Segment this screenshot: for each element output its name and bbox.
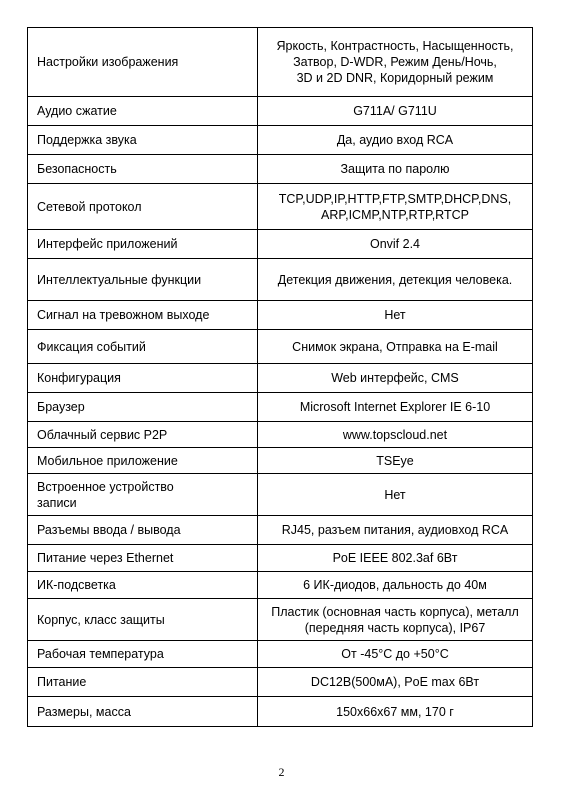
- spec-label: Безопасность: [28, 155, 258, 184]
- spec-value: PoE IEEE 802.3af 6Вт: [258, 545, 533, 572]
- spec-label: Встроенное устройство записи: [28, 474, 258, 516]
- spec-value: Детекция движения, детекция человека.: [258, 259, 533, 301]
- table-row: [28, 301, 533, 330]
- table-row: [28, 97, 533, 126]
- table-row: [28, 393, 533, 422]
- spec-label: Разъемы ввода / вывода: [28, 516, 258, 545]
- spec-value: Нет: [258, 474, 533, 516]
- table-row: [28, 668, 533, 697]
- table-row: [28, 364, 533, 393]
- page-number: 2: [278, 765, 285, 779]
- spec-label: Аудио сжатие: [28, 97, 258, 126]
- table-row: [28, 184, 533, 230]
- table-row: [28, 28, 533, 97]
- table-row: [28, 126, 533, 155]
- spec-value: TCP,UDP,IP,HTTP,FTP,SMTP,DHCP,DNS, ARP,ICMP,NTP,RTP,RTCP: [258, 184, 533, 230]
- table-row: [28, 697, 533, 727]
- table-row: [28, 599, 533, 641]
- specification-table: [27, 27, 533, 727]
- spec-value: Пластик (основная часть корпуса), металл (передняя часть корпуса), IP67: [258, 599, 533, 641]
- spec-label: Размеры, масса: [28, 697, 258, 727]
- spec-label: Рабочая температура: [28, 641, 258, 668]
- spec-value: RJ45, разъем питания, аудиовход RCA: [258, 516, 533, 545]
- table-row: [28, 330, 533, 364]
- spec-label: Конфигурация: [28, 364, 258, 393]
- table-row: [28, 474, 533, 516]
- spec-value: Защита по паролю: [258, 155, 533, 184]
- table-row: [28, 545, 533, 572]
- table-row: [28, 422, 533, 448]
- spec-label: Питание: [28, 668, 258, 697]
- spec-label: Интеллектуальные функции: [28, 259, 258, 301]
- table-row: [28, 572, 533, 599]
- table-row: [28, 641, 533, 668]
- table-row: [28, 155, 533, 184]
- spec-value: Web интерфейс, CMS: [258, 364, 533, 393]
- spec-value: Яркость, Контрастность, Насыщенность, Затвор, D-WDR, Режим День/Ночь, 3D и 2D DNR, Коридорный режим: [258, 28, 533, 97]
- spec-value: Onvif 2.4: [258, 230, 533, 259]
- spec-label: ИК-подсветка: [28, 572, 258, 599]
- spec-value: G711A/ G711U: [258, 97, 533, 126]
- spec-label: Мобильное приложение: [28, 448, 258, 474]
- spec-label: Поддержка звука: [28, 126, 258, 155]
- spec-label: Интерфейс приложений: [28, 230, 258, 259]
- spec-value: Microsoft Internet Explorer IE 6-10: [258, 393, 533, 422]
- spec-label: Облачный сервис P2P: [28, 422, 258, 448]
- spec-value: 150х66х67 мм, 170 г: [258, 697, 533, 727]
- spec-value: Снимок экрана, Отправка на E-mail: [258, 330, 533, 364]
- spec-value: Да, аудио вход RCA: [258, 126, 533, 155]
- spec-value: Нет: [258, 301, 533, 330]
- spec-label: Фиксация событий: [28, 330, 258, 364]
- spec-value: www.topscloud.net: [258, 422, 533, 448]
- spec-label: Сетевой протокол: [28, 184, 258, 230]
- table-row: [28, 516, 533, 545]
- spec-value: От -45°С до +50°С: [258, 641, 533, 668]
- table-row: [28, 230, 533, 259]
- spec-label: Сигнал на тревожном выходе: [28, 301, 258, 330]
- spec-label: Браузер: [28, 393, 258, 422]
- spec-value: 6 ИК-диодов, дальность до 40м: [258, 572, 533, 599]
- spec-value: TSEye: [258, 448, 533, 474]
- spec-label: Настройки изображения: [28, 28, 258, 97]
- table-row: [28, 259, 533, 301]
- spec-label: Питание через Ethernet: [28, 545, 258, 572]
- spec-value: DC12В(500мА), PoE max 6Вт: [258, 668, 533, 697]
- table-row: [28, 448, 533, 474]
- spec-label: Корпус, класс защиты: [28, 599, 258, 641]
